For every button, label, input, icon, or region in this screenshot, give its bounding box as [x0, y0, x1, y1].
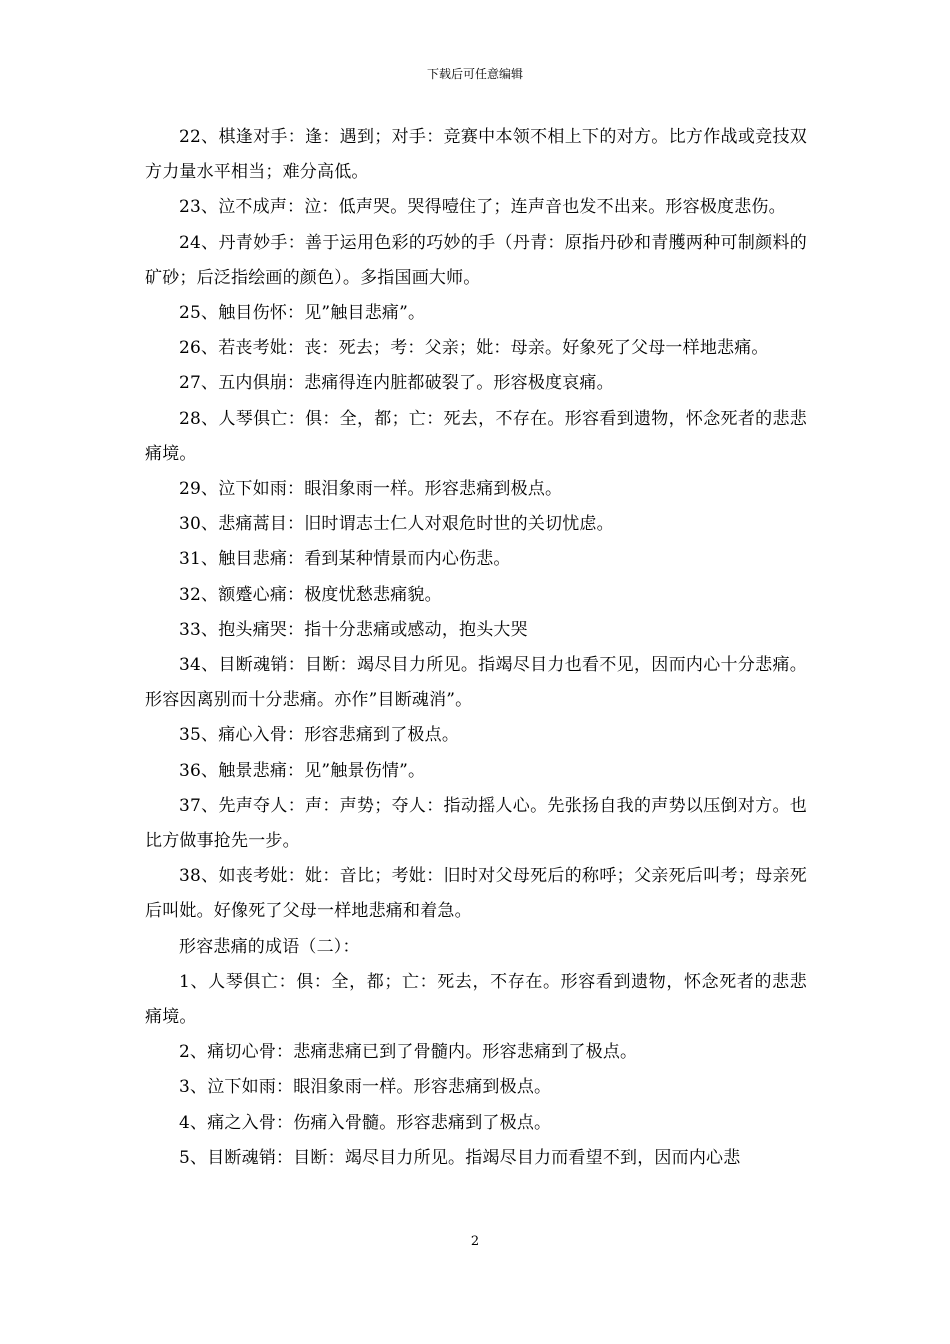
paragraph: 25、触目伤怀：见”触目悲痛”。: [179, 303, 426, 324]
paragraph: 32、额蹙心痛：极度忧愁悲痛貌。: [179, 584, 442, 605]
document-body: [145, 120, 807, 1176]
paragraph: 37、先声夺人：声：声势；夺人：指动摇人心。先张扬自我的声势以压倒对方。也比方做事抢先一步。: [145, 795, 807, 852]
section-heading: 形容悲痛的成语（二）：: [179, 936, 360, 957]
paragraph: 31、触目悲痛：看到某种情景而内心伤悲。: [179, 549, 511, 570]
paragraph: 27、五内俱崩：悲痛得连内脏都破裂了。形容极度哀痛。: [179, 373, 614, 394]
paragraph: 33、抱头痛哭：指十分悲痛或感动，抱头大哭: [179, 619, 528, 640]
paragraph: 28、人琴俱亡：俱：全，都；亡：死去，不存在。形容看到遗物，怀念死者的悲悲痛境。: [145, 408, 807, 464]
paragraph: 26、若丧考妣：丧：死去；考：父亲；妣：母亲。好象死了父母一样地悲痛。: [179, 338, 769, 359]
paragraph: 5、目断魂销：目断：竭尽目力所见。指竭尽目力而看望不到，因而内心悲: [179, 1147, 741, 1168]
page-number: 2: [470, 1234, 480, 1249]
paragraph: 38、如丧考妣：妣：音比；考妣：旧时对父母死后的称呼；父亲死后叫考；母亲死后叫妣。好像死了父母一样地悲痛和着急。: [145, 866, 807, 922]
paragraph: 3、泣下如雨：眼泪象雨一样。形容悲痛到极点。: [179, 1077, 552, 1098]
paragraph: 29、泣下如雨：眼泪象雨一样。形容悲痛到极点。: [179, 479, 563, 500]
paragraph: 1、人琴俱亡：俱：全，都；亡：死去，不存在。形容看到遗物，怀念死者的悲悲痛境。: [145, 971, 807, 1028]
paragraph: 36、触景悲痛：见”触景伤情”。: [179, 760, 426, 781]
paragraph: 34、目断魂销：目断：竭尽目力所见。指竭尽目力也看不见，因而内心十分悲痛。形容因离别而十分悲痛。亦作”目断魂消”。: [145, 655, 807, 711]
paragraph: 22、棋逢对手：逢：遇到；对手：竞赛中本领不相上下的对方。比方作战或竞技双方力量水平相当；难分高低。: [145, 127, 807, 183]
paragraph: 30、悲痛蒿目：旧时谓志士仁人对艰危时世的关切忧虑。: [179, 514, 614, 535]
paragraph: 4、痛之入骨：伤痛入骨髓。形容悲痛到了极点。: [179, 1112, 552, 1133]
paragraph: 2、痛切心骨：悲痛悲痛已到了骨髓内。形容悲痛到了极点。: [179, 1042, 638, 1063]
paragraph: 23、泣不成声：泣：低声哭。哭得噎住了；连声音也发不出来。形容极度悲伤。: [179, 197, 786, 218]
paragraph: 35、痛心入骨：形容悲痛到了极点。: [179, 725, 460, 746]
paragraph: 24、丹青妙手：善于运用色彩的巧妙的手（丹青：原指丹砂和青雘两种可制颜料的矿砂；后泛指绘画的颜色）。多指国画大师。: [145, 232, 807, 288]
page-header: 下载后可任意编辑: [426, 67, 523, 81]
